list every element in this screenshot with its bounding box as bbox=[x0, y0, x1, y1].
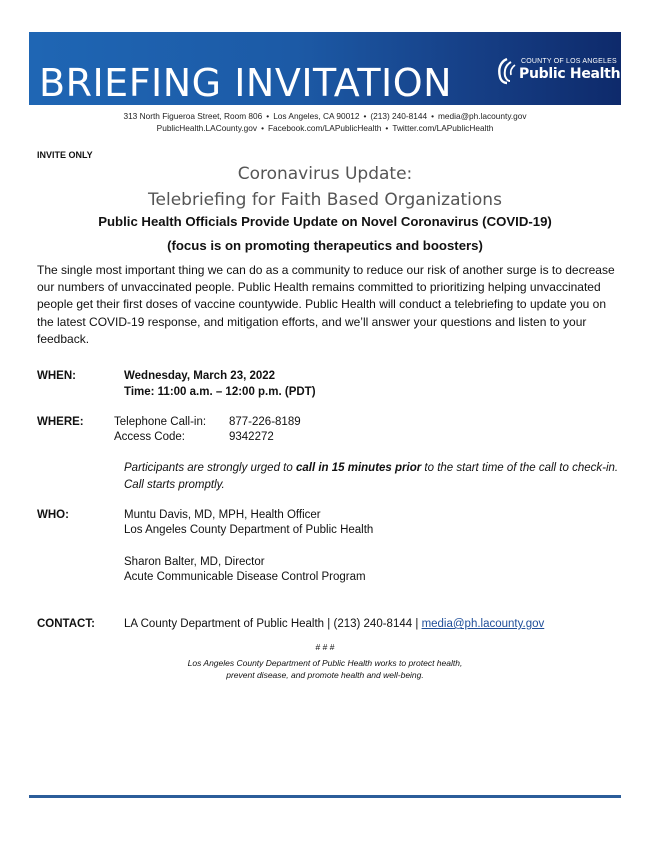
heading-line-1: Coronavirus Update: bbox=[237, 164, 413, 184]
separator-dot: • bbox=[431, 111, 435, 121]
subtitle-line-2: (focus is on promoting therapeutics and boosters) bbox=[167, 238, 483, 253]
facebook-link: Facebook.com/LAPublicHealth bbox=[267, 123, 382, 133]
speaker-1-org: Los Angeles County Department of Public Health bbox=[124, 524, 374, 536]
phone-label: Telephone Call-in: bbox=[114, 416, 207, 428]
address-line-1 bbox=[0, 111, 650, 121]
note-after: to the start time of the call to check-in. Call starts promptly. bbox=[124, 462, 619, 491]
logo-county-text: COUNTY OF LOS ANGELES bbox=[521, 58, 617, 65]
website-link: PublicHealth.LACounty.gov bbox=[156, 123, 258, 133]
heading-line-2: Telebriefing for Faith Based Organizations bbox=[148, 190, 502, 210]
separator-dot: • bbox=[385, 123, 389, 133]
logo-agency-text: Public Health bbox=[519, 66, 621, 82]
note-emphasis: call in 15 minutes prior bbox=[295, 462, 422, 474]
invite-only-label: INVITE ONLY bbox=[37, 150, 93, 160]
phone-number: 877-226-8189 bbox=[229, 416, 301, 428]
banner-title: BRIEFING INVITATION bbox=[39, 61, 453, 105]
twitter-link: Twitter.com/LAPublicHealth bbox=[392, 123, 494, 133]
where-label: WHERE: bbox=[37, 416, 84, 428]
contact-line bbox=[124, 618, 544, 630]
speaker-2-org: Acute Communicable Disease Control Program bbox=[124, 571, 366, 583]
speaker-2-name: Sharon Balter, MD, Director bbox=[124, 556, 265, 568]
address-phone: (213) 240-8144 bbox=[370, 111, 428, 121]
intro-paragraph: The single most important thing we can do as a community to reduce our risk of another surge is to decrease our numbers of unvaccinated people. Public Health remains committed to prioritizing helping unvaccinated people get their first doses of vaccine countywide. Public Health will conduct a telebriefing to update you on the latest COVID-19 response, and mitigation efforts, and we’ll answer your questions and listen to your feedback. bbox=[37, 263, 615, 346]
contact-label: CONTACT: bbox=[37, 618, 95, 630]
mission-line-2: prevent disease, and promote health and well-being. bbox=[226, 670, 424, 680]
contact-separator: | bbox=[327, 618, 331, 630]
subtitle-line-1: Public Health Officials Provide Update on Novel Coronavirus (COVID-19) bbox=[98, 214, 552, 229]
address-city: Los Angeles, CA 90012 bbox=[273, 111, 360, 121]
when-label: WHEN: bbox=[37, 370, 76, 382]
event-date: Wednesday, March 23, 2022 bbox=[124, 370, 276, 382]
address-street: 313 North Figueroa Street, Room 806 bbox=[123, 111, 263, 121]
access-code: 9342272 bbox=[229, 431, 274, 443]
separator-dot: • bbox=[261, 123, 264, 133]
end-marks: # # # bbox=[315, 642, 335, 652]
call-in-note bbox=[124, 460, 620, 494]
header-banner bbox=[29, 32, 621, 105]
event-time: Time: 11:00 a.m. – 12:00 p.m. (PDT) bbox=[124, 386, 316, 398]
contact-separator: | bbox=[415, 618, 419, 630]
contact-phone: (213) 240-8144 bbox=[333, 618, 413, 630]
mission-line-1: Los Angeles County Department of Public Health works to protect health, bbox=[187, 658, 463, 668]
address-line-2 bbox=[0, 123, 650, 133]
access-code-label: Access Code: bbox=[114, 431, 185, 443]
bottom-divider bbox=[29, 795, 621, 798]
public-health-logo bbox=[495, 55, 621, 89]
address-email: media@ph.lacounty.gov bbox=[438, 111, 527, 121]
note-before: Participants are strongly urged to bbox=[124, 462, 296, 474]
separator-dot: • bbox=[363, 111, 367, 121]
who-label: WHO: bbox=[37, 509, 69, 521]
county-seal-icon bbox=[495, 57, 517, 85]
contact-org: LA County Department of Public Health bbox=[124, 618, 325, 630]
separator-dot: • bbox=[266, 111, 270, 121]
speaker-1-name: Muntu Davis, MD, MPH, Health Officer bbox=[124, 509, 321, 521]
contact-email-link[interactable]: media@ph.lacounty.gov bbox=[421, 618, 545, 630]
